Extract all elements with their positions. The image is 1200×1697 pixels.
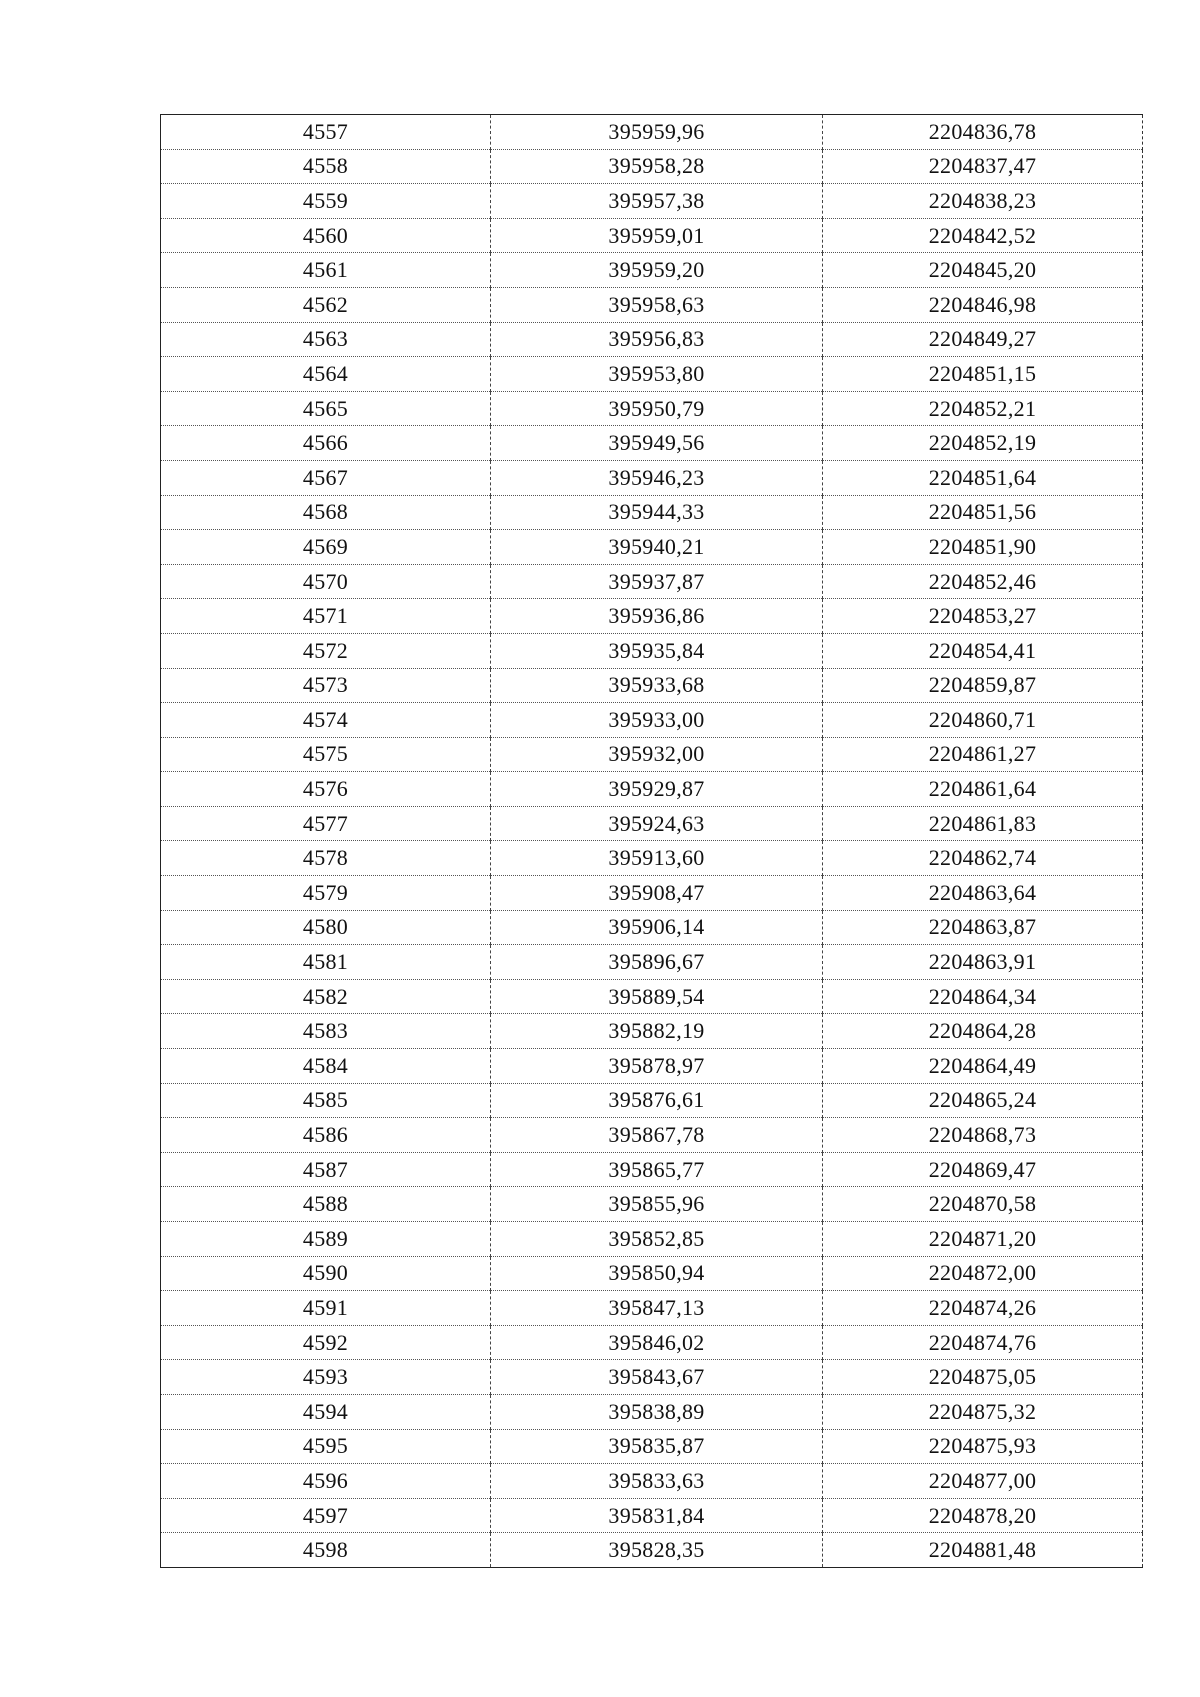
x-coordinate-cell: 395929,87	[491, 772, 823, 807]
point-number-cell: 4597	[161, 1498, 491, 1533]
y-coordinate-cell: 2204853,27	[823, 599, 1143, 634]
table-row	[161, 1187, 1143, 1222]
x-coordinate-cell: 395878,97	[491, 1049, 823, 1084]
y-coordinate-cell: 2204864,49	[823, 1049, 1143, 1084]
point-number-cell: 4589	[161, 1222, 491, 1257]
x-coordinate-cell: 395896,67	[491, 945, 823, 980]
x-coordinate-cell: 395876,61	[491, 1083, 823, 1118]
x-coordinate-cell: 395932,00	[491, 737, 823, 772]
table-row	[161, 357, 1143, 392]
x-coordinate-cell: 395846,02	[491, 1325, 823, 1360]
point-number-cell: 4593	[161, 1360, 491, 1395]
table-row	[161, 287, 1143, 322]
y-coordinate-cell: 2204851,56	[823, 495, 1143, 530]
point-number-cell: 4586	[161, 1118, 491, 1153]
table-row	[161, 1152, 1143, 1187]
y-coordinate-cell: 2204851,64	[823, 460, 1143, 495]
table-row	[161, 1118, 1143, 1153]
x-coordinate-cell: 395950,79	[491, 391, 823, 426]
table-row	[161, 391, 1143, 426]
table-row	[161, 979, 1143, 1014]
x-coordinate-cell: 395924,63	[491, 806, 823, 841]
y-coordinate-cell: 2204862,74	[823, 841, 1143, 876]
point-number-cell: 4563	[161, 322, 491, 357]
y-coordinate-cell: 2204878,20	[823, 1498, 1143, 1533]
y-coordinate-cell: 2204860,71	[823, 703, 1143, 738]
table-row	[161, 1049, 1143, 1084]
x-coordinate-cell: 395831,84	[491, 1498, 823, 1533]
table-row	[161, 910, 1143, 945]
y-coordinate-cell: 2204863,87	[823, 910, 1143, 945]
x-coordinate-cell: 395913,60	[491, 841, 823, 876]
table-row	[161, 1291, 1143, 1326]
point-number-cell: 4566	[161, 426, 491, 461]
point-number-cell: 4583	[161, 1014, 491, 1049]
point-number-cell: 4562	[161, 287, 491, 322]
y-coordinate-cell: 2204863,64	[823, 876, 1143, 911]
point-number-cell: 4561	[161, 253, 491, 288]
y-coordinate-cell: 2204854,41	[823, 633, 1143, 668]
point-number-cell: 4584	[161, 1049, 491, 1084]
x-coordinate-cell: 395850,94	[491, 1256, 823, 1291]
table-row	[161, 495, 1143, 530]
x-coordinate-cell: 395908,47	[491, 876, 823, 911]
point-number-cell: 4579	[161, 876, 491, 911]
point-number-cell: 4588	[161, 1187, 491, 1222]
point-number-cell: 4591	[161, 1291, 491, 1326]
point-number-cell: 4570	[161, 564, 491, 599]
y-coordinate-cell: 2204838,23	[823, 184, 1143, 219]
x-coordinate-cell: 395933,68	[491, 668, 823, 703]
y-coordinate-cell: 2204852,21	[823, 391, 1143, 426]
table-row	[161, 1014, 1143, 1049]
x-coordinate-cell: 395865,77	[491, 1152, 823, 1187]
point-number-cell: 4596	[161, 1464, 491, 1499]
table-row	[161, 1083, 1143, 1118]
y-coordinate-cell: 2204836,78	[823, 115, 1143, 150]
x-coordinate-cell: 395949,56	[491, 426, 823, 461]
table-row	[161, 530, 1143, 565]
table-row	[161, 322, 1143, 357]
table-row	[161, 1256, 1143, 1291]
y-coordinate-cell: 2204864,34	[823, 979, 1143, 1014]
table-row	[161, 1533, 1143, 1568]
x-coordinate-cell: 395958,28	[491, 149, 823, 184]
table-row	[161, 1394, 1143, 1429]
x-coordinate-cell: 395906,14	[491, 910, 823, 945]
x-coordinate-cell: 395937,87	[491, 564, 823, 599]
x-coordinate-cell: 395944,33	[491, 495, 823, 530]
y-coordinate-cell: 2204846,98	[823, 287, 1143, 322]
coordinates-table-body	[161, 115, 1143, 1568]
table-row	[161, 1325, 1143, 1360]
y-coordinate-cell: 2204874,26	[823, 1291, 1143, 1326]
y-coordinate-cell: 2204868,73	[823, 1118, 1143, 1153]
y-coordinate-cell: 2204851,15	[823, 357, 1143, 392]
point-number-cell: 4572	[161, 633, 491, 668]
y-coordinate-cell: 2204877,00	[823, 1464, 1143, 1499]
table-row	[161, 115, 1143, 150]
point-number-cell: 4577	[161, 806, 491, 841]
point-number-cell: 4567	[161, 460, 491, 495]
point-number-cell: 4565	[161, 391, 491, 426]
x-coordinate-cell: 395882,19	[491, 1014, 823, 1049]
table-row	[161, 876, 1143, 911]
point-number-cell: 4578	[161, 841, 491, 876]
point-number-cell: 4571	[161, 599, 491, 634]
table-row	[161, 703, 1143, 738]
y-coordinate-cell: 2204871,20	[823, 1222, 1143, 1257]
x-coordinate-cell: 395889,54	[491, 979, 823, 1014]
x-coordinate-cell: 395933,00	[491, 703, 823, 738]
point-number-cell: 4587	[161, 1152, 491, 1187]
x-coordinate-cell: 395959,20	[491, 253, 823, 288]
x-coordinate-cell: 395852,85	[491, 1222, 823, 1257]
table-row	[161, 841, 1143, 876]
x-coordinate-cell: 395835,87	[491, 1429, 823, 1464]
table-row	[161, 945, 1143, 980]
y-coordinate-cell: 2204870,58	[823, 1187, 1143, 1222]
table-row	[161, 1360, 1143, 1395]
x-coordinate-cell: 395843,67	[491, 1360, 823, 1395]
y-coordinate-cell: 2204863,91	[823, 945, 1143, 980]
x-coordinate-cell: 395953,80	[491, 357, 823, 392]
x-coordinate-cell: 395935,84	[491, 633, 823, 668]
x-coordinate-cell: 395838,89	[491, 1394, 823, 1429]
y-coordinate-cell: 2204864,28	[823, 1014, 1143, 1049]
point-number-cell: 4590	[161, 1256, 491, 1291]
y-coordinate-cell: 2204852,46	[823, 564, 1143, 599]
y-coordinate-cell: 2204852,19	[823, 426, 1143, 461]
y-coordinate-cell: 2204842,52	[823, 218, 1143, 253]
y-coordinate-cell: 2204851,90	[823, 530, 1143, 565]
point-number-cell: 4558	[161, 149, 491, 184]
table-row	[161, 184, 1143, 219]
point-number-cell: 4569	[161, 530, 491, 565]
x-coordinate-cell: 395958,63	[491, 287, 823, 322]
y-coordinate-cell: 2204875,93	[823, 1429, 1143, 1464]
y-coordinate-cell: 2204859,87	[823, 668, 1143, 703]
x-coordinate-cell: 395959,01	[491, 218, 823, 253]
table-row	[161, 253, 1143, 288]
table-row	[161, 218, 1143, 253]
table-row	[161, 668, 1143, 703]
y-coordinate-cell: 2204845,20	[823, 253, 1143, 288]
x-coordinate-cell: 395855,96	[491, 1187, 823, 1222]
point-number-cell: 4575	[161, 737, 491, 772]
table-row	[161, 149, 1143, 184]
y-coordinate-cell: 2204872,00	[823, 1256, 1143, 1291]
y-coordinate-cell: 2204874,76	[823, 1325, 1143, 1360]
x-coordinate-cell: 395940,21	[491, 530, 823, 565]
y-coordinate-cell: 2204861,83	[823, 806, 1143, 841]
point-number-cell: 4592	[161, 1325, 491, 1360]
table-row	[161, 1498, 1143, 1533]
y-coordinate-cell: 2204865,24	[823, 1083, 1143, 1118]
table-row	[161, 460, 1143, 495]
table-row	[161, 426, 1143, 461]
table-row	[161, 1222, 1143, 1257]
y-coordinate-cell: 2204875,32	[823, 1394, 1143, 1429]
y-coordinate-cell: 2204861,64	[823, 772, 1143, 807]
x-coordinate-cell: 395956,83	[491, 322, 823, 357]
point-number-cell: 4557	[161, 115, 491, 150]
point-number-cell: 4598	[161, 1533, 491, 1568]
x-coordinate-cell: 395946,23	[491, 460, 823, 495]
point-number-cell: 4568	[161, 495, 491, 530]
x-coordinate-cell: 395867,78	[491, 1118, 823, 1153]
point-number-cell: 4573	[161, 668, 491, 703]
x-coordinate-cell: 395936,86	[491, 599, 823, 634]
table-row	[161, 1429, 1143, 1464]
point-number-cell: 4574	[161, 703, 491, 738]
point-number-cell: 4559	[161, 184, 491, 219]
point-number-cell: 4576	[161, 772, 491, 807]
point-number-cell: 4595	[161, 1429, 491, 1464]
y-coordinate-cell: 2204881,48	[823, 1533, 1143, 1568]
table-row	[161, 564, 1143, 599]
table-row	[161, 772, 1143, 807]
y-coordinate-cell: 2204869,47	[823, 1152, 1143, 1187]
table-row	[161, 806, 1143, 841]
point-number-cell: 4582	[161, 979, 491, 1014]
table-row	[161, 633, 1143, 668]
table-row	[161, 599, 1143, 634]
table-row	[161, 737, 1143, 772]
table-row	[161, 1464, 1143, 1499]
y-coordinate-cell: 2204837,47	[823, 149, 1143, 184]
x-coordinate-cell: 395833,63	[491, 1464, 823, 1499]
point-number-cell: 4585	[161, 1083, 491, 1118]
x-coordinate-cell: 395828,35	[491, 1533, 823, 1568]
x-coordinate-cell: 395957,38	[491, 184, 823, 219]
point-number-cell: 4564	[161, 357, 491, 392]
y-coordinate-cell: 2204849,27	[823, 322, 1143, 357]
point-number-cell: 4581	[161, 945, 491, 980]
y-coordinate-cell: 2204875,05	[823, 1360, 1143, 1395]
x-coordinate-cell: 395847,13	[491, 1291, 823, 1326]
point-number-cell: 4580	[161, 910, 491, 945]
coordinates-table	[160, 114, 1143, 1568]
y-coordinate-cell: 2204861,27	[823, 737, 1143, 772]
point-number-cell: 4594	[161, 1394, 491, 1429]
x-coordinate-cell: 395959,96	[491, 115, 823, 150]
point-number-cell: 4560	[161, 218, 491, 253]
